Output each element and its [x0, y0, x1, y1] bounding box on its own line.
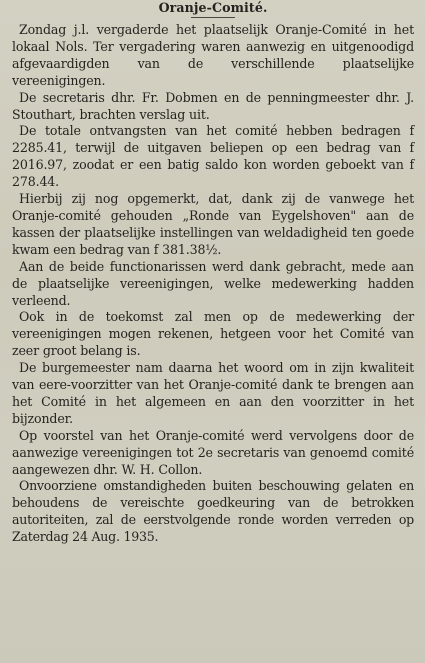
article-paragraph-thanks: Aan de beide functionarissen werd dank gebracht, mede aan de plaatselijke vereenigingen, welke medewerking hadden verleend. [12, 258, 414, 308]
article-paragraph-future: Ook in de toekomst zal men op de medewerking der vereenigingen mogen rekenen, hetgeen voor het Comité van zeer groot belang is. [12, 309, 414, 359]
headline-rule [191, 17, 235, 18]
article-paragraph-report: De secretaris dhr. Fr. Dobmen en de penningmeester dhr. J. Stouthart, brachten verslag uit. [12, 89, 414, 122]
article-paragraph-next-ronde: Onvoorziene omstandigheden buiten beschouwing gelaten en behoudens de vereischte goedkeuring van de betrokken autoriteiten, zal de eerstvolgende ronde worden verreden op Zaterdag 24 Aug. 1935. [12, 478, 414, 545]
article-paragraph-secretary: Op voorstel van het Oranje-comité werd vervolgens door de aanwezige vereenigingen tot 2e secretaris van genoemd comité aangewezen dhr. W. H. Collon. [12, 427, 414, 477]
article-paragraph-finances: De totale ontvangsten van het comité hebben bedragen f 2285.41, terwijl de uitgaven beliepen op een bedrag van f 2016.97, zoodat er een batig saldo kon worden geboekt van f 278.44. [12, 123, 414, 190]
article-paragraph-ronde: Hierbij zij nog opgemerkt, dat, dank zij de vanwege het Oranje-comité gehouden „Ronde van Eygelshoven" aan de kassen der plaatselijke instellingen van weldadigheid ten goede kwam een bedrag van f 381.38½. [12, 191, 414, 257]
article-headline: Oranje-Comité. [158, 0, 268, 15]
article-paragraph-mayor: De burgemeester nam daarna het woord om in zijn kwaliteit van eere-voorzitter van het Oranje-comité dank te brengen aan het Comité in het algemeen en aan den voorzitter in het bijzonder. [12, 360, 414, 426]
article-paragraph-meeting: Zondag j.l. vergaderde het plaatselijk Oranje-Comité in het lokaal Nols. Ter vergadering waren aanwezig en uitgenoodigd afgevaardigden van de verschillende plaatselijke vereenigingen. [12, 22, 414, 88]
article-body [12, 22, 414, 546]
